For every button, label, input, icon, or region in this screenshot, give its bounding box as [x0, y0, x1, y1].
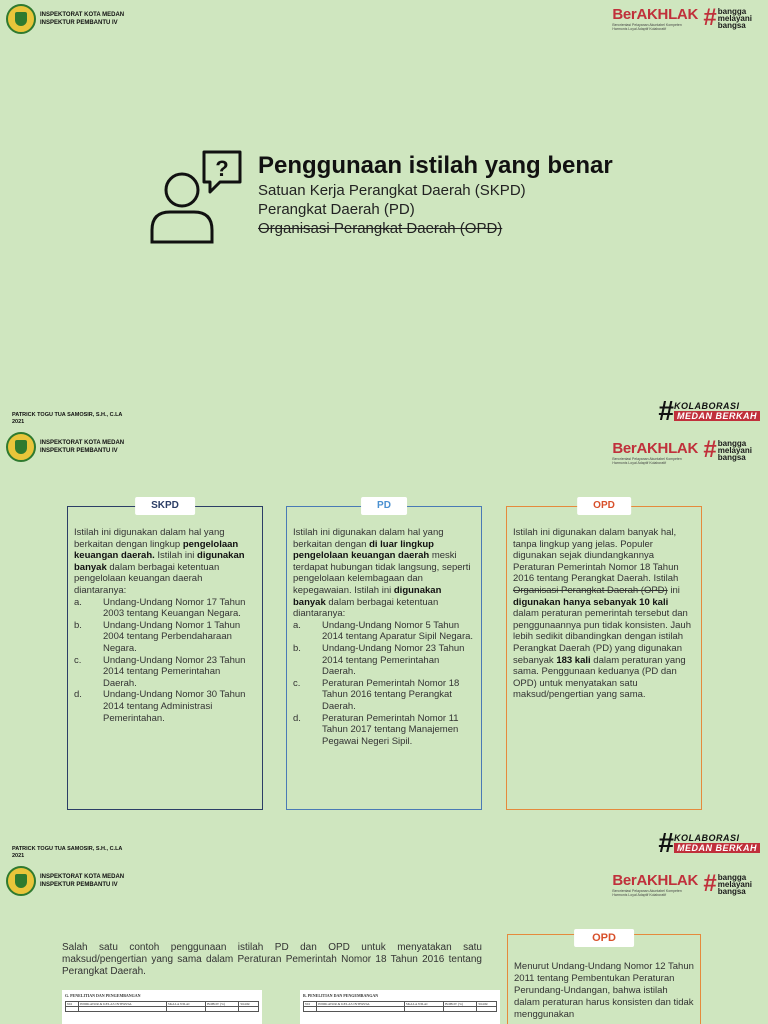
card-label-opd: OPD [577, 497, 631, 515]
org-name: INSPEKTORAT KOTA MEDAN [40, 440, 125, 446]
card-text-part: dalam peraturan pemerintah tersebut dan penggunaannya pun tidak konsisten. Jauh lebih sedikit dibandingkan dengan istilah Perangkat Daerah (PD) yang digunakan sebanyak [513, 608, 691, 666]
bangga-melayani-logo [703, 6, 752, 30]
list-text: Undang-Undang Nomor 17 Tahun 2003 tentang Keuangan Negara. [103, 596, 246, 620]
bangga-melayani-logo [703, 872, 752, 896]
list-marker: b. [74, 619, 82, 631]
list-text: Undang-Undang Nomor 23 Tahun 2014 tentang Pemerintahan Daerah. [322, 642, 465, 678]
doc-table [65, 1001, 259, 1012]
bangga-word: melayani [717, 13, 752, 23]
card-emphasis: digunakan banyak [293, 584, 442, 608]
card-emphasis: di luar lingkup pengelolaan keuangan daerah [293, 538, 434, 562]
list-marker: d. [74, 689, 82, 701]
doc-col: NO [66, 1002, 79, 1007]
kolab-word: MEDAN BERKAH [674, 843, 760, 853]
list-text: Undang-Undang Nomor 23 Tahun 2014 tentang Pemerintahan Daerah. [103, 654, 246, 689]
list-marker: c. [293, 677, 301, 689]
doc-col: INDIKATOR & KELAS INTERVAL [78, 1002, 166, 1007]
opd-note-text: Menurut Undang-Undang Nomor 12 Tahun 2011 tentang Pembentukan Peraturan Perundang-Undangan, bahwa istilah dalam peraturan harus konsisten dan tidak menggunakan [514, 961, 694, 1020]
hashtag-icon: # [703, 870, 717, 897]
document-excerpt [62, 990, 262, 1024]
doc-col: NO [304, 1002, 317, 1007]
hashtag-icon: # [703, 436, 717, 463]
card-label-pd: PD [361, 497, 407, 515]
bangga-word: bangga [717, 872, 747, 882]
doc-col: SKOR [477, 1002, 497, 1007]
card-text [74, 527, 256, 597]
bangga-word: bangga [717, 6, 747, 16]
bangga-word: melayani [717, 445, 752, 455]
slide-title [0, 0, 768, 432]
law-list [74, 597, 256, 725]
author-credit [12, 846, 122, 860]
term-pd: Perangkat Daerah (PD) [258, 201, 415, 218]
list-text: Undang-Undang Nomor 5 Tahun 2014 tentang Aparatur Sipil Negara. [322, 619, 474, 643]
struck-term: Organisasi Perangkat Daerah (OPD) [513, 584, 668, 596]
card-text-part: dalam berbagai ketentuan pengelolaan keuangan daerah diantaranya: [74, 561, 220, 596]
example-paragraph: Salah satu contoh penggunaan istilah PD dan OPD untuk menyatakan satu maksud/pengertian yang sama dalam Peraturan Pemerintah Nomor 18 Tahun 2016 tentang Perangkat Daerah. [62, 942, 482, 977]
author-name: PATRICK TOGU TUA SAMOSIR, S.H., C.LA [12, 412, 123, 418]
bangga-word: melayani [717, 879, 752, 889]
org-header [6, 866, 124, 896]
card-text-part: Istilah ini digunakan dalam banyak hal, tanpa lingkup yang jelas. Populer digunakan sejak diundangkannya Peraturan Pemerintah Nomor 18 Tahun 2016 tentang Perangkat Daerah. Istilah [513, 527, 679, 585]
card-opd [506, 500, 702, 810]
card-emphasis: digunakan hanya sebanyak 10 kali [513, 596, 669, 608]
author-name: PATRICK TOGU TUA SAMOSIR, S.H., C.LA [12, 846, 123, 852]
kolaborasi-logo [658, 827, 760, 858]
law-list [293, 620, 475, 748]
card-emphasis: digunakan banyak [74, 550, 245, 573]
brand-sub: Berorientasi Pelayanan Akuntabel Kompeten [612, 889, 682, 893]
list-item [293, 643, 475, 678]
kolab-word: MEDAN BERKAH [674, 411, 760, 421]
berakhlak-logo [612, 440, 698, 465]
org-unit: INSPEKTUR PEMBANTU IV [40, 882, 118, 888]
list-text: Peraturan Pemerintah Nomor 18 Tahun 2016 tentang Perangkat Daerah. [322, 677, 460, 712]
doc-col: SKALA NILAI [404, 1002, 443, 1007]
card-text-part: ini [670, 584, 680, 596]
doc-col: INDIKATOR & KELAS INTERVAL [316, 1002, 404, 1007]
card-label-opd: OPD [574, 929, 634, 947]
city-emblem-icon [6, 432, 36, 462]
card-skpd [67, 500, 263, 810]
doc-title: G. PENELITIAN DAN PENGEMBANGAN [65, 993, 141, 998]
org-name: INSPEKTORAT KOTA MEDAN [40, 12, 125, 18]
hashtag-icon: # [658, 827, 674, 858]
doc-title: B. PENELITIAN DAN PENGEMBANGAN [303, 993, 379, 998]
card-text [513, 527, 695, 701]
brand-sub: Berorientasi Pelayanan Akuntabel Kompeten [612, 23, 682, 27]
card-text-part: Istilah ini [157, 550, 195, 562]
card-pd [286, 500, 482, 810]
kolab-word: KOLABORASI [674, 401, 740, 411]
person-question-icon [146, 150, 246, 246]
list-text: Undang-Undang Nomor 1 Tahun 2004 tentang Perbendaharaan Negara. [103, 619, 241, 654]
list-item [74, 689, 256, 724]
brand-sub: Berorientasi Pelayanan Akuntabel Kompeten [612, 457, 682, 461]
card-text [293, 527, 475, 620]
list-text: Peraturan Pemerintah Nomor 11 Tahun 2017 tentang Manajemen Pegawai Negeri Sipil. [322, 712, 459, 747]
card-label-skpd: SKPD [135, 497, 195, 515]
doc-col: SKOR [239, 1002, 259, 1007]
org-unit: INSPEKTUR PEMBANTU IV [40, 448, 118, 454]
brand-text: BerAKHLAK [612, 872, 698, 889]
list-item [293, 678, 475, 713]
card-text-part: dalam peraturan yang sama. Penggunaan keduanya (PD dan OPD) untuk menyatakan satu maksud/pengertian yang sama. [513, 654, 686, 701]
list-item [74, 655, 256, 690]
org-name: INSPEKTORAT KOTA MEDAN [40, 874, 125, 880]
page-title: Penggunaan istilah yang benar [258, 152, 613, 179]
term-opd-struck: Organisasi Perangkat Daerah (OPD) [258, 220, 503, 237]
card-opd-note [507, 934, 701, 1024]
doc-table [303, 1001, 497, 1012]
berakhlak-logo [612, 6, 698, 31]
card-text-part: dalam berbagai ketentuan diantaranya: [293, 596, 439, 620]
list-marker: b. [293, 642, 301, 654]
bangga-word: bangga [717, 438, 747, 448]
brand-text: BerAKHLAK [612, 440, 698, 457]
document-excerpt [300, 990, 500, 1024]
author-credit [12, 412, 122, 426]
author-year: 2021 [12, 419, 25, 425]
author-year: 2021 [12, 853, 25, 859]
doc-col: BOBOT (%) [206, 1002, 239, 1007]
list-item [74, 597, 256, 620]
berakhlak-logo [612, 872, 698, 897]
org-header [6, 432, 124, 462]
card-intro: Istilah ini digunakan dalam hal yang berkaitan dengan lingkup [74, 527, 225, 550]
list-marker: a. [74, 596, 82, 608]
card-emphasis: pengelolaan keuangan daerah. [74, 538, 239, 562]
card-emphasis: 183 kali [556, 654, 591, 666]
brand-sub: Harmonis Loyal Adaptif Kolaboratif [612, 461, 667, 465]
brand-sub: Harmonis Loyal Adaptif Kolaboratif [612, 27, 667, 31]
bangga-word: bangsa [717, 452, 746, 462]
kolab-word: KOLABORASI [674, 833, 740, 843]
hashtag-icon: # [703, 4, 717, 31]
bangga-word: bangsa [717, 20, 746, 30]
list-item [293, 713, 475, 748]
doc-col: BOBOT (%) [444, 1002, 477, 1007]
brand-sub: Harmonis Loyal Adaptif Kolaboratif [612, 893, 667, 897]
kolaborasi-logo [658, 395, 760, 426]
city-emblem-icon [6, 866, 36, 896]
term-skpd: Satuan Kerja Perangkat Daerah (SKPD) [258, 182, 526, 199]
bangga-melayani-logo [703, 438, 752, 462]
card-intro: Istilah ini digunakan dalam hal yang berkaitan dengan [293, 527, 444, 550]
list-text: Undang-Undang Nomor 30 Tahun 2014 tentang Administrasi Pemerintahan. [103, 689, 246, 724]
card-text-part: meski terdapat hubungan tidak langsung, seperti pengelolaan kelembagaan dan kepegawaian. Istilah ini [293, 550, 471, 596]
brand-text: BerAKHLAK [612, 6, 698, 23]
list-marker: c. [74, 654, 82, 666]
org-header [6, 4, 124, 34]
list-item [293, 620, 475, 643]
list-item [74, 620, 256, 655]
bangga-word: bangsa [717, 886, 746, 896]
svg-text:?: ? [215, 156, 229, 181]
doc-col: SKALA NILAI [166, 1002, 205, 1007]
list-marker: a. [293, 619, 301, 631]
hashtag-icon: # [658, 395, 674, 426]
list-marker: d. [293, 712, 301, 724]
title-block [258, 152, 613, 237]
city-emblem-icon [6, 4, 36, 34]
org-unit: INSPEKTUR PEMBANTU IV [40, 20, 118, 26]
